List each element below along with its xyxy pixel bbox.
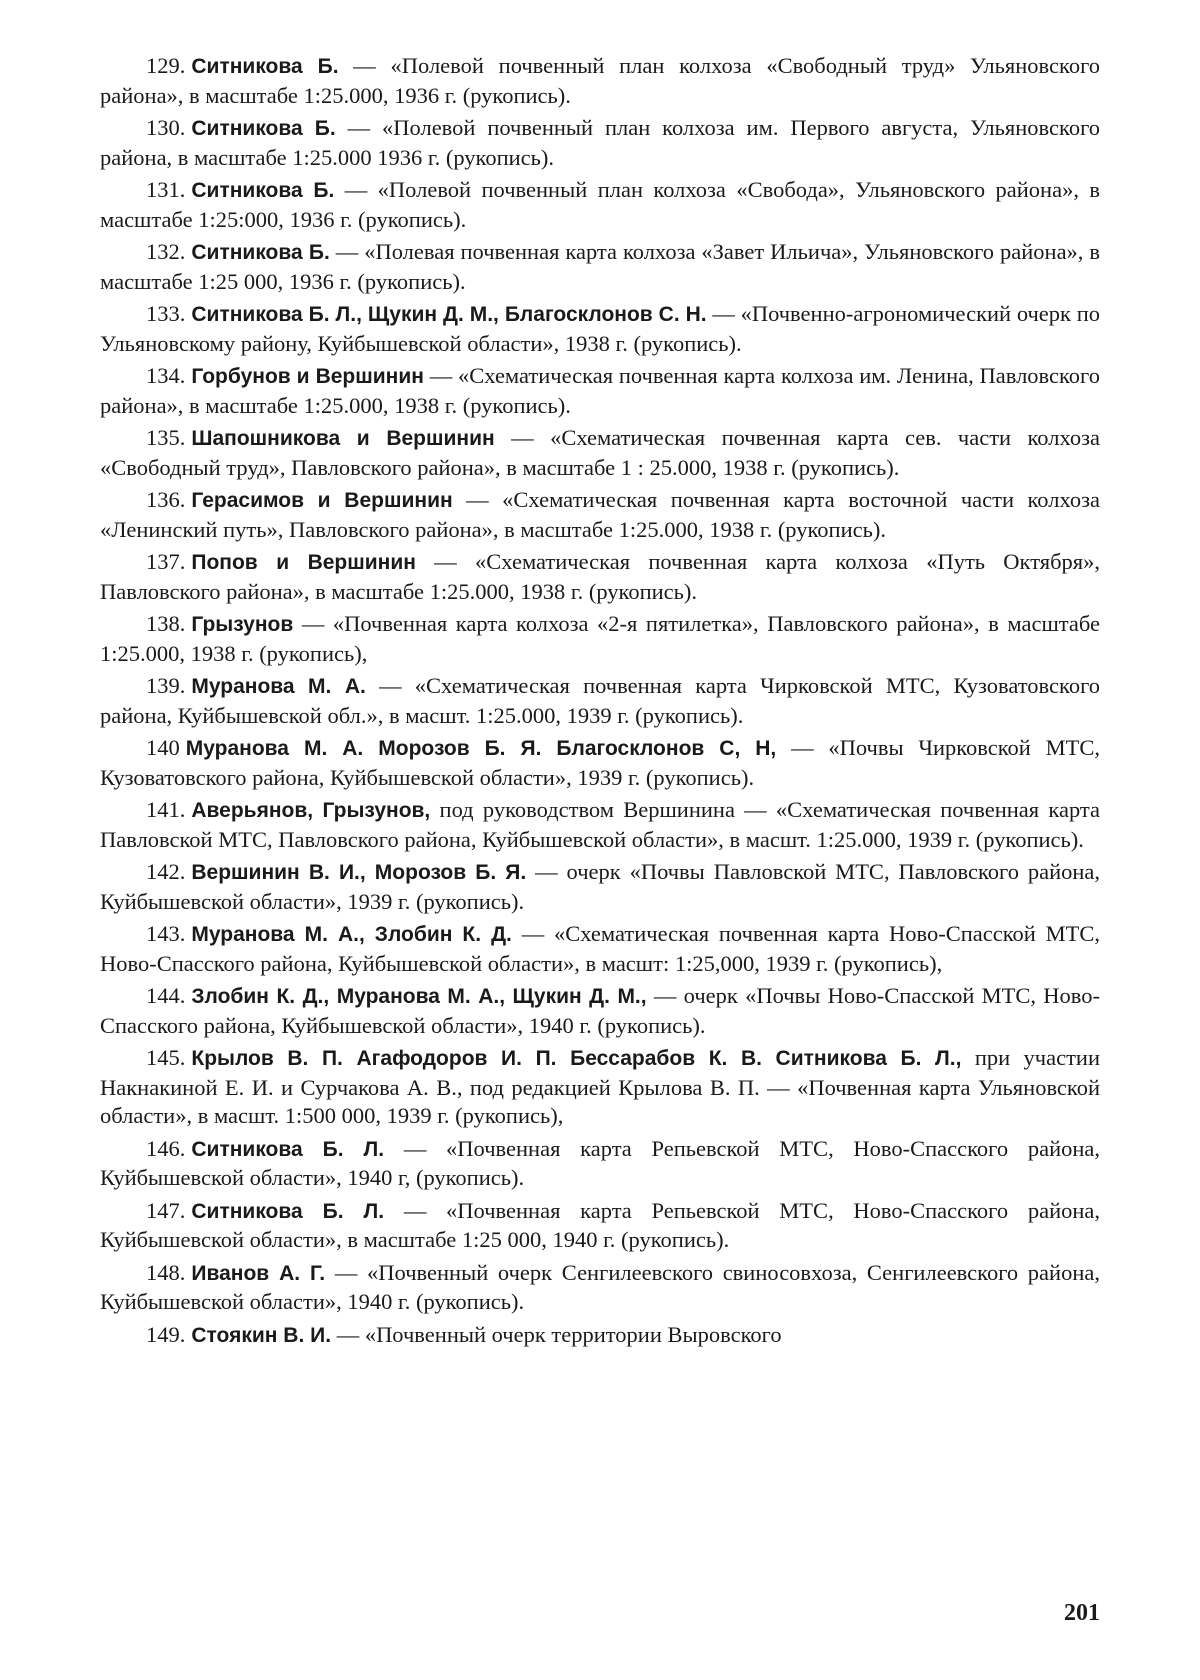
entry-author: Грызунов xyxy=(191,613,294,636)
entry-number: 131. xyxy=(146,177,186,202)
entry-author: Злобин К. Д., Муранова М. А., Щукин Д. М., xyxy=(191,985,647,1008)
bibliography-entry xyxy=(100,982,1100,1040)
entry-number: 137. xyxy=(146,549,186,574)
entry-number: 140 xyxy=(146,735,180,760)
entry-text: при участии Накнакиной Е. И. и Сурчакова А. В., под редакцией Крылова В. П. — «Почвенная карта Ульяновской области», в масшт. 1:500 000, 1939 г. (рукопись), xyxy=(100,1045,1100,1128)
entry-text: — «Почвенная карта колхоза «2-я пятилетка», Павловского района», в масштабе 1:25.000, 1938 г. (рукопись), xyxy=(100,611,1101,666)
entry-author: Попов и Вершинин xyxy=(191,551,416,574)
entry-author: Муранова М. А. Морозов Б. Я. Благосклонов С, Н, xyxy=(185,737,777,760)
entry-author: Муранова М. А., Злобин К. Д. xyxy=(191,923,512,946)
entry-number: 133. xyxy=(146,301,186,326)
bibliography-entry xyxy=(100,1135,1100,1193)
entry-author: Ситникова Б. xyxy=(191,241,330,264)
entry-author: Муранова М. А. xyxy=(191,675,366,698)
entry-text: — «Схематическая почвенная карта сев. части колхоза «Свободный труд», Павловского района», в масштабе 1 : 25.000, 1938 г. (рукопись). xyxy=(100,425,1100,480)
entry-author: Ситникова Б. Л., Щукин Д. М., Благосклонов С. Н. xyxy=(191,303,707,326)
bibliography-entry xyxy=(100,610,1100,668)
entry-number: 141. xyxy=(146,797,186,822)
entry-number: 147. xyxy=(146,1197,186,1223)
entry-text: — «Схематическая почвенная карта Ново-Спасской МТС, Ново-Спасского района, Куйбышевской области», в масшт: 1:25,000, 1939 г. (рукопись), xyxy=(100,921,1100,976)
entry-text: — «Почвенная карта Репьевской МТС, Ново-Спасского района, Куйбышевской области», 1940 г, (рукопись). xyxy=(100,1135,1101,1190)
entry-number: 129. xyxy=(146,53,186,78)
bibliography-entry xyxy=(100,1044,1100,1131)
bibliography-entry xyxy=(100,1197,1100,1255)
entry-author: Ситникова Б. xyxy=(191,117,336,140)
entry-author: Горбунов и Вершинин xyxy=(191,365,424,388)
entry-number: 148. xyxy=(146,1259,186,1285)
entry-text: — «Почвенный очерк Сенгилеевского свиносовхоза, Сенгилеевского района, Куйбышевской области», 1940 г. (рукопись). xyxy=(100,1259,1100,1314)
bibliography-page xyxy=(100,52,1100,1662)
entry-text: — «Полевой почвенный план колхоза «Свободный труд» Ульяновского района», в масштабе 1:25.000, 1936 г. (рукопись). xyxy=(100,53,1100,108)
bibliography-entry xyxy=(100,114,1100,172)
entry-author: Ситникова Б. xyxy=(191,55,339,78)
entry-text: под руководством Вершинина — «Схематическая почвенная карта Павловской МТС, Павловского района, Куйбышевской области», в масшт. 1:25.000, 1939 г. (рукопись). xyxy=(100,797,1101,852)
entry-author: Герасимов и Вершинин xyxy=(191,489,453,512)
entry-number: 146. xyxy=(146,1135,186,1161)
entry-text: — «Полевая почвенная карта колхоза «Завет Ильича», Ульяновского района», в масштабе 1:25 000, 1936 г. (рукопись). xyxy=(100,239,1101,294)
entry-number: 139. xyxy=(146,673,186,698)
entry-author: Ситникова Б. Л. xyxy=(191,1199,385,1223)
entry-number: 149. xyxy=(146,1321,186,1347)
bibliography-entry xyxy=(100,548,1100,606)
entry-text: — «Схематическая почвенная карта колхоза «Путь Октября», Павловского района», в масштабе 1:25.000, 1938 г. (рукопись). xyxy=(100,549,1100,604)
entry-text: — «Почвенная карта Репьевской МТС, Ново-Спасского района, Куйбышевской области», в масштабе 1:25 000, 1940 г. (рукопись). xyxy=(100,1197,1101,1252)
entry-number: 144. xyxy=(146,983,186,1008)
entry-author: Стоякин В. И. xyxy=(191,1323,332,1347)
bibliography-entry xyxy=(100,486,1100,544)
bibliography-entry xyxy=(100,1259,1100,1317)
bibliography-entry xyxy=(100,672,1100,730)
entry-text: — «Схематическая почвенная карта колхоза им. Ленина, Павловского района», в масштабе 1:25.000, 1938 г. (рукопись). xyxy=(100,363,1100,418)
bibliography-entry xyxy=(100,176,1100,234)
entry-number: 132. xyxy=(146,239,186,264)
entry-text: — «Схематическая почвенная карта Чирковской МТС, Кузоватовского района, Куйбышевской обл.», в масшт. 1:25.000, 1939 г. (рукопись). xyxy=(100,673,1100,728)
bibliography-entry xyxy=(100,796,1100,854)
bibliography-list xyxy=(100,52,1100,1350)
bibliography-entry xyxy=(100,858,1100,916)
entry-number: 142. xyxy=(146,859,186,884)
entry-number: 138. xyxy=(146,611,186,636)
bibliography-entry xyxy=(100,300,1100,358)
bibliography-entry xyxy=(100,1321,1100,1351)
entry-text: — «Почвенный очерк территории Выровского xyxy=(336,1321,782,1347)
entry-number: 130. xyxy=(146,115,186,140)
bibliography-entry xyxy=(100,238,1100,296)
entry-number: 134. xyxy=(146,363,186,388)
entry-author: Ситникова Б. xyxy=(191,179,335,202)
entry-author: Крылов В. П. Агафодоров И. П. Бессарабов К. В. Ситникова Б. Л., xyxy=(191,1047,962,1070)
bibliography-entry xyxy=(100,424,1100,482)
bibliography-entry xyxy=(100,52,1100,110)
entry-author: Иванов А. Г. xyxy=(191,1261,326,1285)
bibliography-entry xyxy=(100,920,1100,978)
page-number: 201 xyxy=(1064,1600,1100,1626)
bibliography-entry xyxy=(100,734,1100,792)
entry-text: — «Почвы Чирковской МТС, Кузоватовского района, Куйбышевской области», 1939 г. (рукопись). xyxy=(100,735,1100,790)
entry-text: — «Полевой почвенный план колхоза «Свобода», Ульяновского района», в масштабе 1:25:000, 1936 г. (рукопись). xyxy=(100,177,1100,232)
bibliography-entry xyxy=(100,362,1100,420)
entry-author: Шапошникова и Вершинин xyxy=(191,427,495,450)
entry-text: — «Полевой почвенный план колхоза им. Первого августа, Ульяновского района, в масштабе 1:25.000 1936 г. (рукопись). xyxy=(100,115,1100,170)
entry-text: — «Почвенно-агрономический очерк по Ульяновскому району, Куйбышевской области», 1938 г. (рукопись). xyxy=(100,301,1100,356)
entry-number: 135. xyxy=(146,425,186,450)
entry-text: — «Схематическая почвенная карта восточной части колхоза «Ленинский путь», Павловского района», в масштабе 1:25.000, 1938 г. (рукопись). xyxy=(100,487,1101,542)
entry-text: — очерк «Почвы Ново-Спасской МТС, Ново-Спасского района, Куйбышевской области», 1940 г. (рукопись). xyxy=(100,983,1100,1038)
entry-author: Аверьянов, Грызунов, xyxy=(191,799,431,822)
entry-number: 143. xyxy=(146,921,186,946)
entry-author: Ситникова Б. Л. xyxy=(191,1137,385,1161)
entry-number: 145. xyxy=(146,1045,186,1070)
entry-author: Вершинин В. И., Морозов Б. Я. xyxy=(191,861,527,884)
entry-number: 136. xyxy=(146,487,186,512)
entry-text: — очерк «Почвы Павловской МТС, Павловского района, Куйбышевской области», 1939 г. (рукопись). xyxy=(100,859,1101,914)
